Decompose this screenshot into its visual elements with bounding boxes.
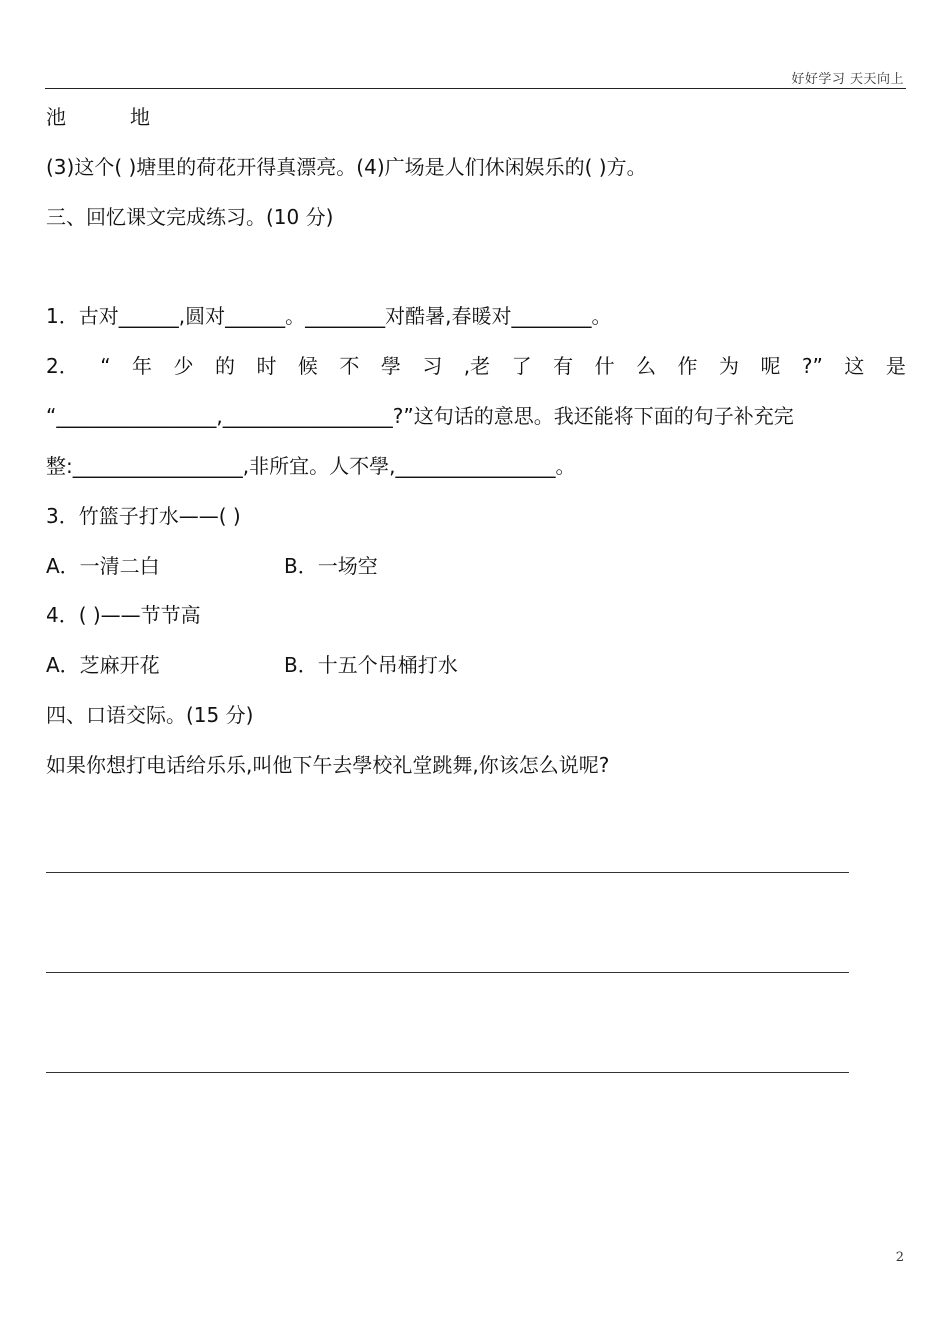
answer-line-3[interactable] — [46, 1072, 849, 1073]
section-3-heading: 三、回忆课文完成练习。(10 分) — [46, 205, 334, 229]
q2-token: 候 — [297, 354, 318, 378]
question-2-line-1 — [46, 353, 906, 379]
q2-token: “ — [100, 354, 111, 378]
char-label-di: 地 — [130, 105, 150, 129]
char-label-chi: 池 — [46, 105, 66, 129]
q2-token: 2． — [46, 354, 79, 378]
answer-line-1[interactable] — [46, 872, 849, 873]
question-3: 3．竹篮子打水——( ) — [46, 504, 241, 528]
q2-token: 这 — [844, 354, 865, 378]
q2-token: 时 — [256, 354, 277, 378]
q2-token: ?” — [801, 354, 823, 378]
q4-option-b: B．十五个吊桶打水 — [284, 653, 458, 677]
q2-token: 有 — [553, 354, 574, 378]
q2-token: 不 — [339, 354, 360, 378]
q2-token: 少 — [173, 354, 194, 378]
question-2-line-3: 整:_________________,非所宜。人不學,________________。 — [46, 454, 576, 478]
q3-option-a: A．一清二白 — [46, 554, 160, 578]
question-4-options — [46, 652, 906, 678]
q2-token: 是 — [885, 354, 906, 378]
header-motto: 好好学习 天天向上 — [791, 72, 904, 87]
q2-token: ,老 — [463, 354, 491, 378]
q2-token: 什 — [594, 354, 615, 378]
char-labels-row — [46, 104, 150, 130]
q2-token: 为 — [718, 354, 739, 378]
section-4-prompt: 如果你想打电话给乐乐,叫他下午去學校礼堂跳舞,你该怎么说呢? — [46, 753, 610, 777]
q2-token: 年 — [132, 354, 153, 378]
header-divider — [45, 88, 906, 89]
question-3-options — [46, 553, 906, 579]
section-4-heading: 四、口语交际。(15 分) — [46, 703, 254, 727]
q2-token: 习 — [422, 354, 443, 378]
answer-line-2[interactable] — [46, 972, 849, 973]
q2-token: 么 — [636, 354, 657, 378]
q3-option-b: B．一场空 — [284, 554, 378, 578]
fill-in-sentence-3-4: (3)这个( )塘里的荷花开得真漂亮。(4)广场是人们休闲娱乐的( )方。 — [46, 155, 647, 179]
page-number: 2 — [895, 1250, 904, 1265]
q2-token: 呢 — [760, 354, 781, 378]
question-4: 4．( )——节节高 — [46, 603, 201, 627]
q2-token: 的 — [214, 354, 235, 378]
question-2-line-2: “________________,_________________?”这句话的意思。我还能将下面的句子补充完 — [46, 404, 794, 428]
question-1: 1．古对______,圆对______。________对酷暑,春暖对________。 — [46, 304, 612, 328]
q4-option-a: A．芝麻开花 — [46, 653, 160, 677]
q2-token: 了 — [511, 354, 532, 378]
q2-token: 學 — [380, 354, 401, 378]
q2-token: 作 — [677, 354, 698, 378]
